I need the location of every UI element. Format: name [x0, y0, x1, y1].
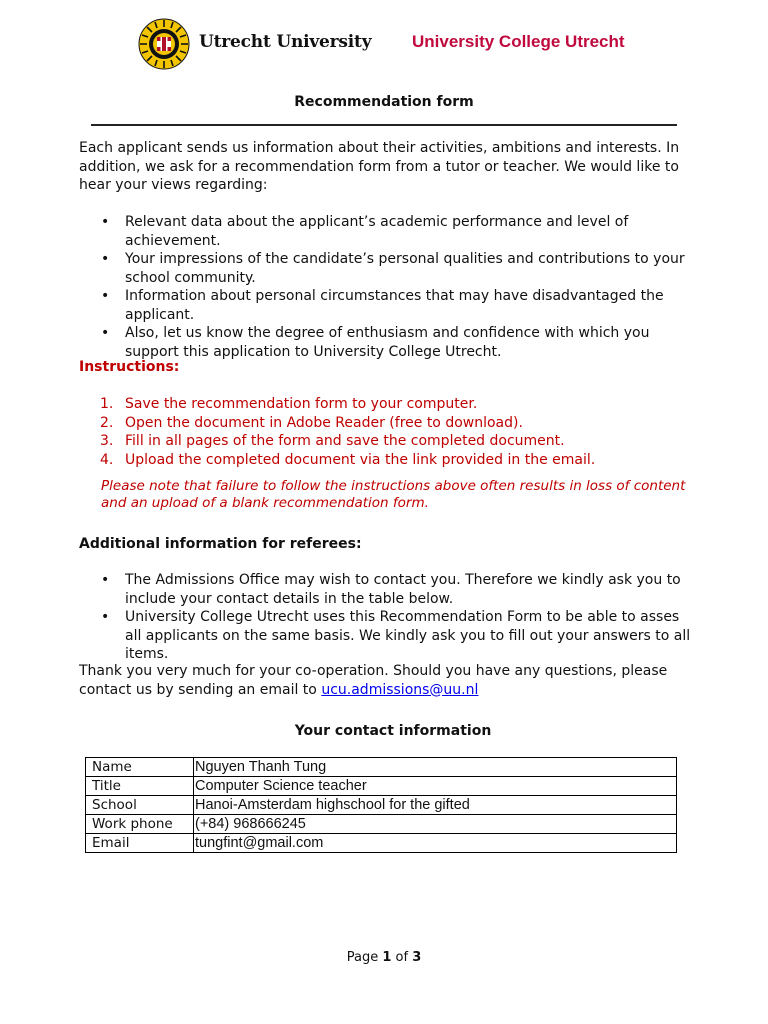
additional-info-list [79, 571, 699, 664]
table-row [86, 777, 677, 796]
list-item: • Relevant data about the applicant’s academic performance and level of achievement. [101, 214, 629, 249]
of-word: of [395, 950, 409, 965]
college-name: University College Utrecht [412, 32, 625, 51]
views-list [79, 213, 699, 361]
step-item: 1. Save the recommendation form to your computer. [100, 396, 478, 412]
utrecht-university-seal-logo [138, 18, 190, 70]
bullet-icon: • [101, 609, 110, 625]
intro-paragraph: Each applicant sends us information about their activities, ambitions and interests. In addition, we ask for a recommendation form from a tutor or teacher. We would like to hear your views regarding: [79, 140, 680, 193]
table-row [86, 758, 677, 777]
total-pages: 3 [412, 950, 422, 965]
admissions-email-link[interactable]: ucu.admissions@uu.nl [321, 681, 479, 698]
bullet-icon: • [101, 214, 110, 230]
additional-info-heading: Additional information for referees: [79, 536, 362, 552]
table-row [86, 815, 677, 834]
contact-work-phone-field[interactable]: (+84) 968666245 [194, 815, 677, 834]
contact-table [85, 757, 677, 853]
bullet-icon: • [101, 325, 110, 341]
contact-name-field[interactable]: Nguyen Thanh Tung [194, 758, 677, 777]
list-item: • Information about personal circumstances that may have disadvantaged the applicant. [101, 288, 664, 323]
page-footer [0, 950, 768, 965]
step-item: 4. Upload the completed document via the link provided in the email. [100, 451, 596, 468]
table-row [86, 796, 677, 815]
list-item: • Your impressions of the candidate’s personal qualities and contributions to your school community. [101, 251, 685, 286]
bullet-icon: • [101, 251, 110, 267]
thanks-paragraph: Thank you very much for your co-operation. Should you have any questions, please contact us by sending an email to ucu.admissions@uu.nl [79, 663, 668, 698]
list-item: • University College Utrecht uses this Recommendation Form to be able to asses all applicants on the same basis. We kindly ask you to fill out your answers to all items. [101, 609, 691, 662]
university-name: Utrecht University [199, 32, 372, 52]
step-item: 2. Open the document in Adobe Reader (free to download). [100, 414, 523, 431]
list-item: • The Admissions Office may wish to contact you. Therefore we kindly ask you to include your contact details in the table below. [101, 572, 681, 607]
form-title: Recommendation form [294, 94, 474, 110]
instructions-note: Please note that failure to follow the instructions above often results in loss of content and an upload of a blank recommendation form. [101, 478, 686, 511]
list-item: • Also, let us know the degree of enthusiasm and confidence with which you support this application to University College Utrecht. [101, 325, 650, 360]
contact-heading: Your contact information [294, 723, 492, 739]
step-item: 3. Fill in all pages of the form and save the completed document. [100, 433, 565, 449]
table-row [86, 834, 677, 853]
title-divider [91, 124, 677, 126]
contact-school-field[interactable]: Hanoi-Amsterdam highschool for the gifted [194, 796, 677, 815]
current-page: 1 [382, 950, 392, 965]
bullet-icon: • [101, 572, 110, 588]
page-word: Page [346, 950, 379, 965]
contact-label: Name [86, 758, 194, 777]
contact-label: Email [86, 834, 194, 853]
contact-title-field[interactable]: Computer Science teacher [194, 777, 677, 796]
contact-email-field[interactable]: tungfint@gmail.com [194, 834, 677, 853]
bullet-icon: • [101, 288, 110, 304]
contact-label: School [86, 796, 194, 815]
contact-label: Work phone [86, 815, 194, 834]
contact-label: Title [86, 777, 194, 796]
instructions-heading: Instructions: [79, 359, 180, 375]
instructions-steps [79, 395, 699, 469]
